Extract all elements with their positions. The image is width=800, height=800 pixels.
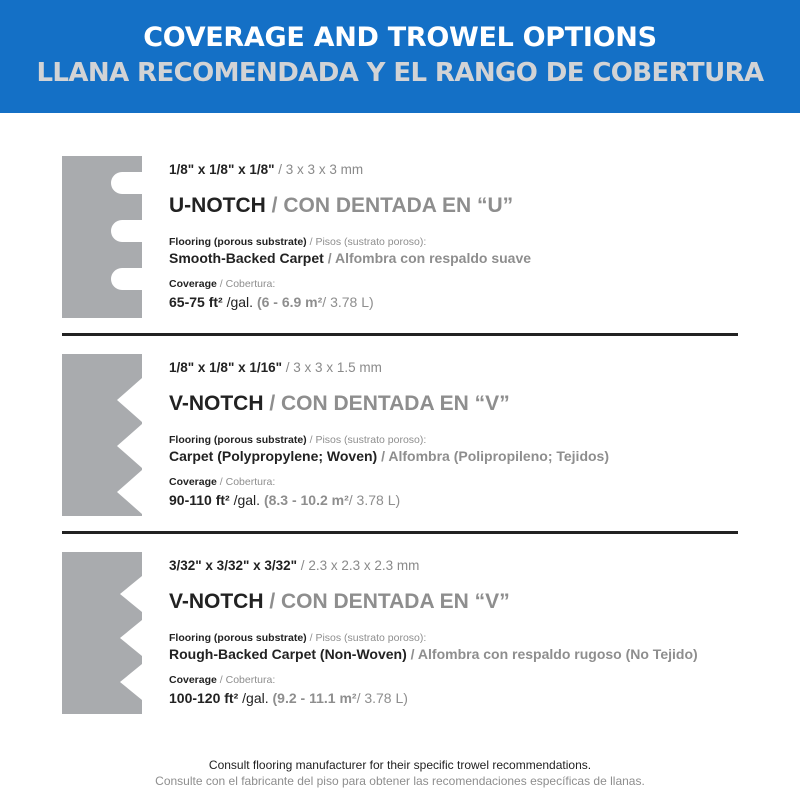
flooring-label: Flooring (porous substrate) / Pisos (sustrato poroso): (169, 236, 427, 248)
coverage-value: 100-120 ft² /gal. (9.2 - 11.1 m²/ 3.78 L) (169, 690, 408, 706)
trowel-size: 3/32" x 3/32" x 3/32" / 2.3 x 2.3 x 2.3 mm (169, 558, 420, 573)
v-notch-trowel-icon (62, 354, 142, 516)
flooring-type: Rough-Backed Carpet (Non-Woven) / Alfombra con respaldo rugoso (No Tejido) (169, 646, 698, 662)
footer-spanish: Consulte con el fabricante del piso para obtener las recomendaciones específicas de llanas. (155, 774, 645, 788)
flooring-type: Carpet (Polypropylene; Woven) / Alfombra (Polipropileno; Tejidos) (169, 448, 609, 464)
section-divider (62, 531, 738, 534)
flooring-label: Flooring (porous substrate) / Pisos (sustrato poroso): (169, 632, 427, 644)
flooring-label: Flooring (porous substrate) / Pisos (sustrato poroso): (169, 434, 427, 446)
v-notch-trowel-icon (62, 552, 142, 714)
notch-type: U-NOTCH / CON DENTADA EN “U” (169, 194, 514, 217)
trowel-size: 1/8" x 1/8" x 1/16" / 3 x 3 x 1.5 mm (169, 360, 382, 375)
section-divider (62, 333, 738, 336)
trowel-section-2 (0, 354, 800, 534)
notch-type: V-NOTCH / CON DENTADA EN “V” (169, 392, 510, 415)
coverage-value: 65-75 ft² /gal. (6 - 6.9 m²/ 3.78 L) (169, 294, 374, 310)
footer-english: Consult flooring manufacturer for their specific trowel recommendations. (208, 758, 592, 772)
title-spanish: LLANA RECOMENDADA Y EL RANGO DE COBERTURA (36, 58, 764, 88)
u-notch-trowel-icon (62, 156, 142, 318)
notch-type: V-NOTCH / CON DENTADA EN “V” (169, 590, 510, 613)
coverage-label: Coverage / Cobertura: (169, 674, 276, 686)
trowel-size: 1/8" x 1/8" x 1/8" / 3 x 3 x 3 mm (169, 162, 364, 177)
header-banner (0, 0, 800, 113)
title-english: COVERAGE AND TROWEL OPTIONS (143, 22, 657, 53)
coverage-label: Coverage / Cobertura: (169, 476, 276, 488)
coverage-value: 90-110 ft² /gal. (8.3 - 10.2 m²/ 3.78 L) (169, 492, 401, 508)
flooring-type: Smooth-Backed Carpet / Alfombra con respaldo suave (169, 250, 532, 266)
trowel-section-3 (0, 552, 800, 732)
coverage-label: Coverage / Cobertura: (169, 278, 276, 290)
trowel-section-1 (0, 156, 800, 336)
